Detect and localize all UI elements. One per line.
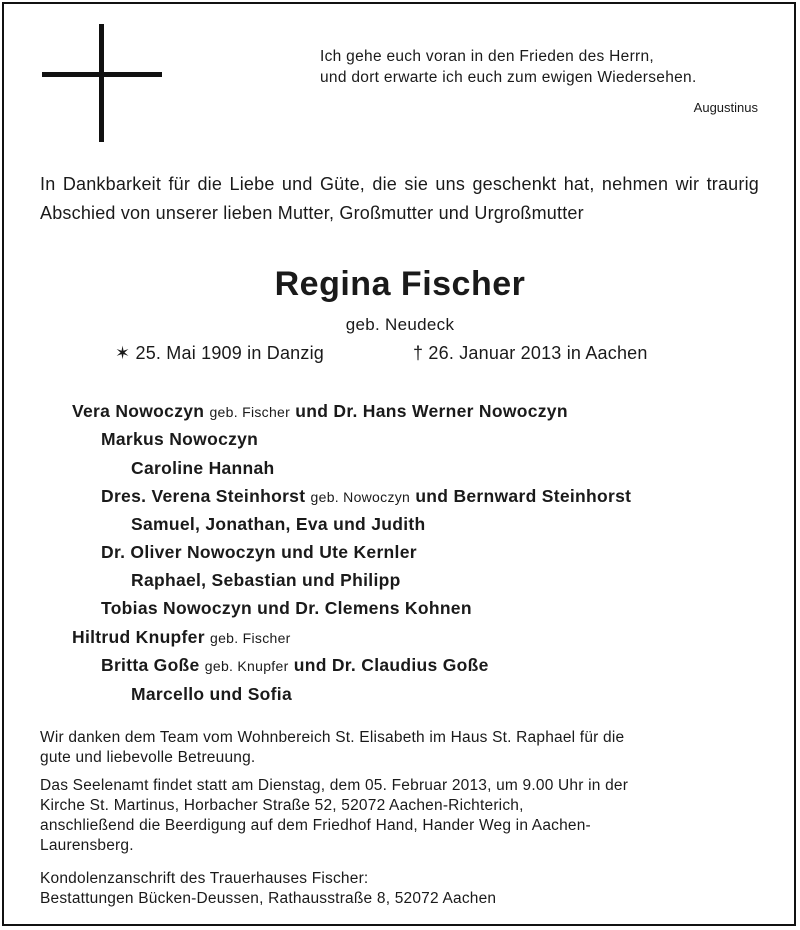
condolence-line-1: Kondolenzanschrift des Trauerhauses Fischer: <box>40 870 369 887</box>
family-partner: und Dr. Claudius Goße <box>293 655 489 675</box>
family-row <box>101 655 489 676</box>
death-date: † 26. Januar 2013 in Aachen <box>413 343 648 363</box>
condolence-paragraph <box>40 869 762 909</box>
service-line-3: anschließend die Beerdigung auf dem Friedhof Hand, Hander Weg in Aachen- <box>40 817 591 834</box>
quote-line-2: und dort erwarte ich euch zum ewigen Wiedersehen. <box>320 69 697 86</box>
family-maiden: geb. Fischer <box>209 404 291 420</box>
family-row <box>101 486 631 507</box>
family-row <box>131 684 292 705</box>
cross-icon <box>42 24 162 142</box>
deceased-name: Regina Fischer <box>274 265 526 303</box>
birth-date: ✶ 25. Mai 1909 in Danzig <box>115 343 324 363</box>
family-name: Dres. Verena Steinhorst <box>101 486 306 506</box>
family-row <box>131 458 275 479</box>
family-maiden: geb. Fischer <box>210 630 291 646</box>
deceased-maiden-name: geb. Neudeck <box>345 315 455 334</box>
quote <box>320 46 760 88</box>
family-row <box>131 570 401 591</box>
condolence-line-2: Bestattungen Bücken-Deussen, Rathausstraße 8, 52072 Aachen <box>40 890 497 907</box>
family-name: Samuel, Jonathan, Eva und Judith <box>131 514 426 534</box>
family-name: Marcello und Sofia <box>131 684 292 704</box>
family-name: Tobias Nowoczyn und Dr. Clemens Kohnen <box>101 598 472 618</box>
family-partner: und Bernward Steinhorst <box>415 486 632 506</box>
family-row <box>72 401 568 422</box>
family-name: Britta Goße <box>101 655 200 675</box>
family-name: Dr. Oliver Nowoczyn und Ute Kernler <box>101 542 417 562</box>
family-row <box>101 542 417 563</box>
intro-text: In Dankbarkeit für die Liebe und Güte, die sie uns geschenkt hat, nehmen wir traurig Abschied von unserer lieben Mutter, Großmutter und Urgroßmutter <box>40 174 759 223</box>
family-name: Markus Nowoczyn <box>101 429 259 449</box>
family-row <box>101 429 258 450</box>
thanks-line-1: Wir danken dem Team vom Wohnbereich St. Elisabeth im Haus St. Raphael für die <box>40 729 625 746</box>
family-maiden: geb. Knupfer <box>204 658 289 674</box>
family-partner: und Dr. Hans Werner Nowoczyn <box>295 401 568 421</box>
family-maiden: geb. Nowoczyn <box>310 489 411 505</box>
thanks-paragraph <box>40 728 762 768</box>
family-name: Hiltrud Knupfer <box>72 627 205 647</box>
family-name: Caroline Hannah <box>131 458 275 478</box>
family-name: Raphael, Sebastian und Philipp <box>131 570 401 590</box>
quote-author: Augustinus <box>693 100 758 115</box>
family-name: Vera Nowoczyn <box>72 401 205 421</box>
thanks-line-2: gute und liebevolle Betreuung. <box>40 749 256 766</box>
service-line-1: Das Seelenamt findet statt am Dienstag, dem 05. Februar 2013, um 9.00 Uhr in der <box>40 777 629 794</box>
service-line-4: Laurensberg. <box>40 837 134 854</box>
family-row <box>131 514 426 535</box>
quote-line-1: Ich gehe euch voran in den Frieden des Herrn, <box>320 48 655 65</box>
family-row <box>72 627 291 648</box>
service-line-2: Kirche St. Martinus, Horbacher Straße 52, 52072 Aachen-Richterich, <box>40 797 524 814</box>
service-paragraph <box>40 776 762 856</box>
family-row <box>101 598 472 619</box>
